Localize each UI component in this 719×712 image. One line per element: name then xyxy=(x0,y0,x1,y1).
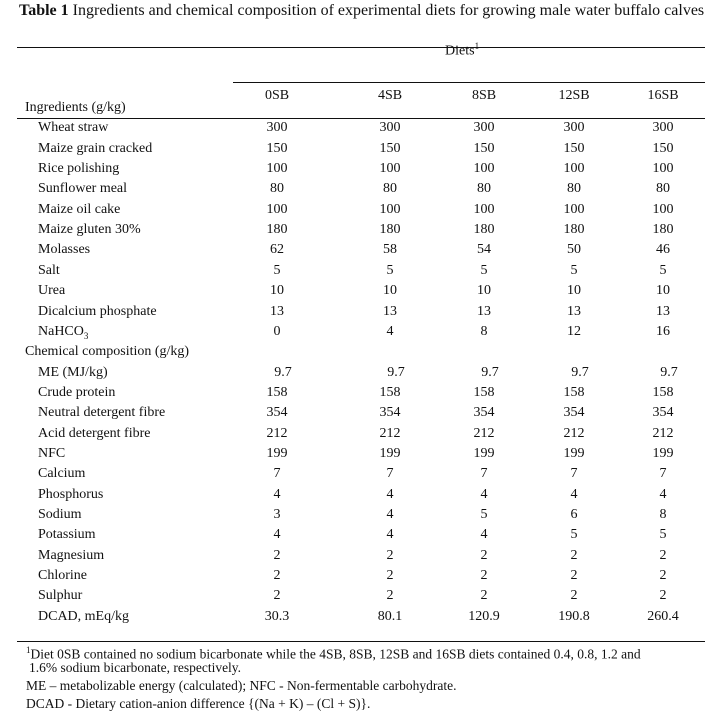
cell-12sb: 6 xyxy=(570,507,578,522)
cell-12sb: 150 xyxy=(563,140,585,156)
cell-8sb: 4 xyxy=(480,527,488,543)
cell-16sb: 5 xyxy=(659,527,667,543)
table-row xyxy=(0,363,719,383)
table-row xyxy=(0,607,719,627)
column-header-0sb: 0SB xyxy=(264,88,290,103)
row-label xyxy=(38,444,65,464)
cell-16sb: 150 xyxy=(652,140,674,156)
row-label-text: NFC xyxy=(38,445,66,461)
cell-8sb: 158 xyxy=(473,384,495,400)
cell-8sb: 100 xyxy=(473,201,495,217)
cell-8sb: 300 xyxy=(473,120,495,136)
row-label xyxy=(38,281,65,301)
cell-0sb: 0 xyxy=(273,323,281,339)
row-label-text: Urea xyxy=(38,283,66,299)
cell-12sb: 158 xyxy=(563,384,585,400)
row-label-text: Phosphorus xyxy=(38,486,104,502)
cell-16sb: 9.7 xyxy=(660,364,678,380)
cell-16sb: 8 xyxy=(659,507,667,522)
cell-12sb: 50 xyxy=(567,242,581,258)
cell-4sb: 158 xyxy=(379,384,401,400)
cell-16sb: 2 xyxy=(659,547,667,563)
cell-0sb: 4 xyxy=(273,527,281,543)
cell-4sb: 7 xyxy=(386,466,394,482)
cell-12sb: 12 xyxy=(567,323,581,339)
cell-0sb: 300 xyxy=(266,120,288,136)
cell-12sb: 100 xyxy=(563,201,585,217)
cell-4sb: 2 xyxy=(386,568,394,584)
cell-4sb: 212 xyxy=(379,425,401,441)
cell-4sb: 10 xyxy=(383,283,397,299)
table-row xyxy=(0,546,719,566)
cell-0sb: 3 xyxy=(273,507,281,522)
cell-0sb: 2 xyxy=(273,547,281,563)
cell-4sb: 80.1 xyxy=(377,608,403,624)
row-label xyxy=(38,464,85,484)
row-label-text: Sodium xyxy=(38,507,82,522)
cell-12sb: 2 xyxy=(570,547,578,563)
column-header-4sb: 4SB xyxy=(377,88,403,103)
cell-16sb: 5 xyxy=(659,262,667,278)
cell-4sb: 199 xyxy=(379,445,401,461)
cell-8sb: 150 xyxy=(473,140,495,156)
cell-0sb: 4 xyxy=(273,486,281,502)
footnote-abbrev: ME – metabolizable energy (calculated); NFC - Non-fermentable carbohydrate. xyxy=(26,678,457,693)
row-label xyxy=(38,302,157,322)
row-label xyxy=(38,424,150,444)
cell-8sb: 80 xyxy=(477,181,491,197)
cell-4sb: 100 xyxy=(379,161,401,177)
footnote-1-text: Diet 0SB contained no sodium bicarbonate while the 4SB, 8SB, 12SB and 16SB diets contained 0.4, 0.8, 1.2 and xyxy=(30,646,641,662)
row-label-text: Acid detergent fibre xyxy=(38,425,151,441)
cell-12sb: 212 xyxy=(563,425,585,441)
cell-12sb: 199 xyxy=(563,445,585,461)
cell-4sb: 4 xyxy=(386,486,394,502)
row-label xyxy=(25,342,189,362)
cell-8sb: 100 xyxy=(473,161,495,177)
table-row xyxy=(0,525,719,545)
top-rule xyxy=(17,47,705,48)
row-label-text: Molasses xyxy=(38,242,91,258)
cell-0sb: 2 xyxy=(273,588,281,604)
table-row xyxy=(0,586,719,606)
row-label-text: Potassium xyxy=(38,527,96,543)
row-label-text: Sulphur xyxy=(38,588,83,604)
column-header-8sb: 8SB xyxy=(471,88,497,103)
table-row xyxy=(0,220,719,240)
row-label xyxy=(38,546,104,566)
cell-4sb: 80 xyxy=(383,181,397,197)
row-label-text: Rice polishing xyxy=(38,161,120,177)
cell-16sb: 212 xyxy=(652,425,674,441)
row-label-text: Wheat straw xyxy=(38,120,109,136)
cell-12sb: 5 xyxy=(570,262,578,278)
cell-12sb: 10 xyxy=(567,283,581,299)
cell-16sb: 158 xyxy=(652,384,674,400)
cell-4sb: 100 xyxy=(379,201,401,217)
cell-16sb: 13 xyxy=(656,303,670,319)
row-label-text: Neutral detergent fibre xyxy=(38,405,166,421)
cell-16sb: 180 xyxy=(652,222,674,238)
cell-16sb: 2 xyxy=(659,568,667,584)
section-header-row xyxy=(0,98,719,118)
cell-4sb: 4 xyxy=(386,527,394,543)
row-label-text: Calcium xyxy=(38,466,86,482)
row-label xyxy=(38,383,115,403)
cell-4sb: 9.7 xyxy=(387,364,405,380)
row-label xyxy=(38,179,127,199)
cell-4sb: 354 xyxy=(379,405,401,421)
row-label xyxy=(38,118,108,138)
cell-16sb: 260.4 xyxy=(647,608,679,624)
row-label-text: Chlorine xyxy=(38,568,87,584)
table-row xyxy=(0,200,719,220)
row-label-text: ME (MJ/kg) xyxy=(38,364,108,380)
row-label xyxy=(38,200,120,220)
cell-12sb: 190.8 xyxy=(558,608,590,624)
diets-header xyxy=(445,36,479,62)
cell-12sb: 2 xyxy=(570,588,578,604)
table-row xyxy=(0,179,719,199)
cell-12sb: 100 xyxy=(563,161,585,177)
cell-4sb: 150 xyxy=(379,140,401,156)
cell-4sb: 2 xyxy=(386,547,394,563)
row-label xyxy=(38,566,87,586)
cell-0sb: 100 xyxy=(266,201,288,217)
row-label xyxy=(38,485,103,505)
cell-16sb: 199 xyxy=(652,445,674,461)
table-row xyxy=(0,139,719,159)
row-label-text: Chemical composition (g/kg) xyxy=(25,344,190,360)
cell-8sb: 180 xyxy=(473,222,495,238)
cell-0sb: 30.3 xyxy=(264,608,290,624)
cell-8sb: 2 xyxy=(480,568,488,584)
cell-0sb: 2 xyxy=(273,568,281,584)
cell-16sb: 46 xyxy=(656,242,670,258)
cell-8sb: 199 xyxy=(473,445,495,461)
cell-4sb: 4 xyxy=(386,323,394,339)
row-label xyxy=(38,159,119,179)
cell-0sb: 62 xyxy=(270,242,284,258)
row-label-text: Magnesium xyxy=(38,547,105,563)
cell-16sb: 354 xyxy=(652,405,674,421)
row-label-text: Salt xyxy=(38,262,60,278)
cell-4sb: 2 xyxy=(386,588,394,604)
cell-8sb: 13 xyxy=(477,303,491,319)
row-label xyxy=(38,607,129,627)
cell-0sb: 212 xyxy=(266,425,288,441)
subscript: 3 xyxy=(83,330,89,341)
cell-12sb: 354 xyxy=(563,405,585,421)
footnote-dcad: DCAD - Dietary cation-anion difference {(Na + K) – (Cl + S)}. xyxy=(26,696,371,711)
cell-12sb: 9.7 xyxy=(571,364,589,380)
cell-4sb: 180 xyxy=(379,222,401,238)
row-label xyxy=(38,220,141,240)
cell-8sb: 212 xyxy=(473,425,495,441)
cell-0sb: 199 xyxy=(266,445,288,461)
table-number: Table 1 xyxy=(19,2,69,19)
table-row xyxy=(0,505,719,525)
cell-16sb: 4 xyxy=(659,486,667,502)
cell-0sb: 80 xyxy=(270,181,284,197)
footnote-1-cont: 1.6% sodium bicarbonate, respectively. xyxy=(29,660,242,675)
diets-rule xyxy=(233,82,705,83)
table-row xyxy=(0,444,719,464)
cell-0sb: 150 xyxy=(266,140,288,156)
row-label-text: Crude protein xyxy=(38,384,116,400)
cell-16sb: 100 xyxy=(652,201,674,217)
cell-0sb: 354 xyxy=(266,405,288,421)
cell-4sb: 300 xyxy=(379,120,401,136)
cell-0sb: 5 xyxy=(273,262,281,278)
cell-8sb: 7 xyxy=(480,466,488,482)
cell-0sb: 180 xyxy=(266,222,288,238)
table-row xyxy=(0,118,719,138)
cell-8sb: 9.7 xyxy=(481,364,499,380)
diets-footnote-mark: 1 xyxy=(474,41,480,51)
cell-8sb: 120.9 xyxy=(468,608,500,624)
table-title xyxy=(19,2,704,20)
cell-8sb: 54 xyxy=(477,242,491,258)
cell-16sb: 80 xyxy=(656,181,670,197)
row-label-text: DCAD, mEq/kg xyxy=(38,608,129,624)
row-label xyxy=(38,586,82,606)
diets-label: Diets xyxy=(445,43,475,59)
cell-16sb: 10 xyxy=(656,283,670,299)
cell-4sb: 4 xyxy=(386,507,394,522)
cell-4sb: 13 xyxy=(383,303,397,319)
row-label-text: Sunflower meal xyxy=(38,181,128,197)
cell-16sb: 2 xyxy=(659,588,667,604)
cell-16sb: 16 xyxy=(656,323,670,339)
row-label xyxy=(25,98,126,118)
cell-8sb: 354 xyxy=(473,405,495,421)
table-row xyxy=(0,403,719,423)
table-row xyxy=(0,485,719,505)
row-label-text: Maize oil cake xyxy=(38,201,121,217)
table-row xyxy=(0,240,719,260)
cell-0sb: 158 xyxy=(266,384,288,400)
cell-16sb: 100 xyxy=(652,161,674,177)
row-label-text: Ingredients (g/kg) xyxy=(25,100,126,115)
cell-12sb: 4 xyxy=(570,486,578,502)
table-row xyxy=(0,424,719,444)
cell-8sb: 2 xyxy=(480,547,488,563)
cell-8sb: 5 xyxy=(480,262,488,278)
footnote-mark: 1 xyxy=(26,645,31,655)
row-label-text: Dicalcium phosphate xyxy=(38,303,157,319)
cell-12sb: 80 xyxy=(567,181,581,197)
cell-12sb: 2 xyxy=(570,568,578,584)
cell-12sb: 180 xyxy=(563,222,585,238)
column-header-16sb: 16SB xyxy=(647,88,679,103)
row-label xyxy=(38,525,96,545)
table-row xyxy=(0,302,719,322)
table-row xyxy=(0,383,719,403)
cell-0sb: 100 xyxy=(266,161,288,177)
column-header-12sb: 12SB xyxy=(558,88,590,103)
cell-0sb: 10 xyxy=(270,283,284,299)
table-row xyxy=(0,464,719,484)
cell-12sb: 5 xyxy=(570,527,578,543)
row-label xyxy=(38,261,60,281)
table-row xyxy=(0,261,719,281)
table-row xyxy=(0,322,719,342)
cell-12sb: 7 xyxy=(570,466,578,482)
cell-8sb: 5 xyxy=(480,507,488,522)
row-label xyxy=(38,403,165,423)
cell-0sb: 7 xyxy=(273,466,281,482)
cell-4sb: 58 xyxy=(383,242,397,258)
cell-0sb: 13 xyxy=(270,303,284,319)
cell-16sb: 300 xyxy=(652,120,674,136)
cell-12sb: 13 xyxy=(567,303,581,319)
table-row xyxy=(0,159,719,179)
row-label-text: Maize gluten 30% xyxy=(38,222,141,238)
table-row xyxy=(0,281,719,301)
row-label xyxy=(38,240,90,260)
section-header-row xyxy=(0,342,719,362)
table-caption: Ingredients and chemical composition of experimental diets for growing male water buffalo calves xyxy=(68,2,705,19)
cell-12sb: 300 xyxy=(563,120,585,136)
cell-16sb: 7 xyxy=(659,466,667,482)
cell-0sb: 9.7 xyxy=(274,364,292,380)
row-label-text: NaHCO xyxy=(38,323,84,339)
row-label xyxy=(38,505,82,525)
cell-8sb: 10 xyxy=(477,283,491,299)
row-label-text: Maize grain cracked xyxy=(38,140,153,156)
cell-4sb: 5 xyxy=(386,262,394,278)
cell-8sb: 8 xyxy=(480,323,488,339)
row-label xyxy=(38,363,108,383)
cell-8sb: 4 xyxy=(480,486,488,502)
table-row xyxy=(0,566,719,586)
cell-8sb: 2 xyxy=(480,588,488,604)
row-label xyxy=(38,139,152,159)
